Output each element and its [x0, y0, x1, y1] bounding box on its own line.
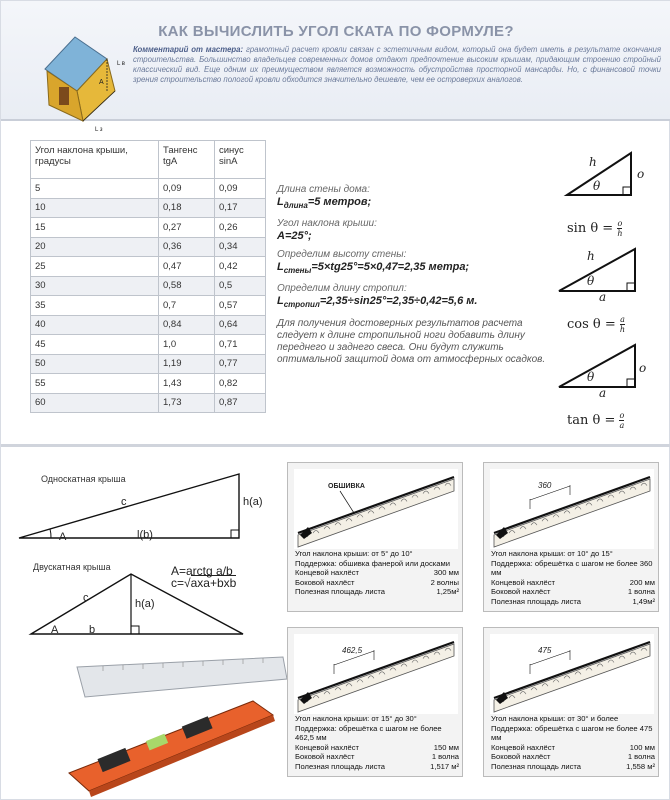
table-row: [31, 179, 266, 199]
table-cell-tan: 0,7: [159, 296, 215, 316]
spec-value: 100 мм: [629, 742, 655, 752]
formula-angle: A=arctg a/b: [171, 564, 233, 578]
table-cell-sin: 0,87: [215, 393, 266, 413]
single-ha-label: h(a): [243, 496, 263, 508]
table-row: [31, 296, 266, 316]
card-specs: [491, 549, 655, 607]
table-cell-tan: 1,0: [159, 335, 215, 355]
card-specs: [491, 714, 655, 772]
spec-value: 1 волна: [627, 752, 655, 762]
spec-key: Полезная площадь листа: [295, 587, 386, 597]
table-row: [31, 335, 266, 355]
table-cell-angle: 50: [31, 354, 159, 374]
spec-row: [491, 762, 655, 772]
tan-den: a: [619, 421, 625, 430]
trig-diagrams: [549, 149, 669, 439]
table-body: [31, 179, 266, 413]
card-spacing-dim: 475: [538, 646, 552, 655]
calc-f3-value: =5×tg25°=5×0,47=2,35 метра;: [311, 261, 470, 274]
house-door: [59, 87, 69, 105]
spec-key: Поддержка: обрешётка с шагом не более 475 мм: [491, 723, 653, 743]
spec-value: 200 мм: [629, 577, 655, 587]
roofing-card: [483, 627, 659, 777]
spec-key: Концевой нахлёст: [295, 568, 359, 578]
table-cell-sin: 0,57: [215, 296, 266, 316]
single-lb-label: l(b): [137, 529, 153, 541]
table-cell-angle: 55: [31, 374, 159, 394]
tri1-o: o: [637, 167, 645, 181]
tan-label: tan θ =: [567, 413, 616, 428]
col-header-angle: Угол наклона крыши, градусы: [31, 141, 159, 179]
spec-value: 1,558 м²: [626, 761, 655, 771]
tri3-theta: θ: [587, 370, 595, 384]
master-comment: [133, 45, 661, 85]
spec-row: [295, 762, 459, 772]
roof-section-drawing: [490, 634, 654, 714]
calc-f1: [277, 196, 557, 212]
calc-q4: Определим длину стропил:: [277, 283, 407, 295]
table-cell-angle: 60: [31, 393, 159, 413]
spec-row: [491, 724, 655, 743]
table-cell-sin: 0,64: [215, 315, 266, 335]
spec-key: Боковой нахлёст: [491, 587, 551, 597]
single-angle-arc: [50, 529, 51, 538]
spec-row: [491, 559, 655, 578]
spec-key: Угол наклона крыши: от 5° до 10°: [295, 549, 413, 558]
spec-key: Полезная площадь листа: [491, 761, 582, 771]
table-cell-angle: 35: [31, 296, 159, 316]
table-cell-sin: 0,17: [215, 198, 266, 218]
tri1-theta: θ: [593, 179, 601, 193]
calc-f3-sub: стены: [283, 266, 312, 276]
ruler-blade: [77, 657, 287, 697]
house-angle-label: A: [99, 79, 104, 86]
roofing-card: [287, 462, 463, 612]
sin-den: h: [617, 229, 623, 238]
spec-row: [295, 568, 459, 578]
table-row: [31, 198, 266, 218]
table-cell-angle: 5: [31, 179, 159, 199]
angle-table: [30, 140, 266, 413]
single-roof-title: Односкатная крыша: [41, 474, 126, 484]
section-divider: [1, 444, 670, 447]
spec-row: [295, 559, 459, 569]
spec-row: [491, 578, 655, 588]
house-illustration: [37, 29, 137, 134]
calc-note: Для получения достоверных результатов расчета следует к длине стропильной ноги добавить длину переднего и заднего свеса. Они будут служить оптимальной защитой дома от атмосферных осадков.: [277, 317, 546, 365]
table-row: [31, 257, 266, 277]
sin-label: sin θ =: [567, 221, 614, 236]
table-cell-angle: 45: [31, 335, 159, 355]
table-cell-tan: 0,58: [159, 276, 215, 296]
double-b-label: b: [89, 624, 96, 636]
spec-key: Концевой нахлёст: [491, 742, 555, 752]
calc-q2: Угол наклона крыши:: [277, 218, 377, 230]
spec-key: Боковой нахлёст: [491, 752, 551, 762]
spec-key: Концевой нахлёст: [491, 577, 555, 587]
tri2-a: a: [599, 290, 607, 304]
calc-f2: A=25°;: [277, 230, 312, 243]
spec-key: Полезная площадь листа: [491, 596, 582, 606]
cos-formula: [567, 315, 625, 334]
single-right-angle: [231, 530, 239, 538]
triangle-tan: [559, 345, 635, 387]
roofing-card: [483, 462, 659, 612]
table-cell-sin: 0,82: [215, 374, 266, 394]
calc-q1: Длина стены дома:: [277, 184, 370, 195]
table-row: [31, 315, 266, 335]
table-cell-angle: 15: [31, 218, 159, 238]
table-cell-angle: 10: [31, 198, 159, 218]
level-body: [69, 701, 273, 791]
roof-section-drawing: [294, 469, 458, 549]
spec-value: 300 мм: [433, 568, 459, 578]
calc-f4-sub: стропил: [283, 300, 320, 310]
spec-row: [491, 587, 655, 597]
spec-row: [491, 743, 655, 753]
card-specs: [295, 549, 459, 597]
calc-f4-value: =2,35÷sin25°=2,35÷0,42=5,6 м.: [319, 295, 478, 308]
house-width-label: L з: [95, 127, 103, 133]
table-cell-tan: 0,84: [159, 315, 215, 335]
spec-key: Поддержка: обшивка фанерой или досками: [295, 558, 450, 568]
tri2-h: h: [587, 249, 595, 263]
spec-row: [491, 597, 655, 607]
spec-value: 1,517 м²: [430, 761, 459, 771]
calc-f1-sub: длина: [283, 201, 308, 211]
spec-key: Боковой нахлёст: [295, 752, 355, 762]
col-header-sin: синус sinA: [215, 141, 266, 179]
spec-value: 1 волна: [431, 752, 459, 762]
table-cell-sin: 0,42: [215, 257, 266, 277]
spec-key: Угол наклона крыши: от 15° до 30°: [295, 714, 417, 723]
table-cell-sin: 0,71: [215, 335, 266, 355]
table-header-row: [31, 141, 266, 179]
table-cell-angle: 40: [31, 315, 159, 335]
comment-label: Комментарий от мастера:: [133, 45, 244, 54]
table-cell-sin: 0,5: [215, 276, 266, 296]
spec-row: [295, 587, 459, 597]
spec-row: [295, 752, 459, 762]
table-cell-tan: 0,18: [159, 198, 215, 218]
header-section: [1, 1, 670, 133]
table-row: [31, 374, 266, 394]
card-spacing-dim: 462,5: [342, 646, 363, 655]
double-A-label: A: [51, 624, 59, 636]
spec-value: 2 волны: [430, 577, 459, 587]
right-angle-mark-1: [623, 187, 631, 195]
table-cell-sin: 0,77: [215, 354, 266, 374]
calc-q3: Определим высоту стены:: [277, 249, 407, 261]
double-ha-label: h(a): [135, 598, 155, 610]
spec-key: Полезная площадь листа: [295, 761, 386, 771]
card-spacing-dim: 360: [538, 481, 552, 490]
comment-text: грамотный расчет кровли связан с эстетичным видом, который она будет иметь в результате окончания строительства. Большинство владельцев современных домов отдают предпочтение высоким крышам, придающим строению стройный классический вид. Еще одним их преимуществом является возможность обустройства просторной мансарды. Но, с финансовой точки зрения строительство пологой кровли обходится значительно дешевле, чем ее островерхих аналогов.: [133, 45, 661, 84]
calc-f4-symbol: L: [277, 295, 284, 308]
roof-section-drawing: [490, 469, 654, 549]
table-cell-tan: 0,36: [159, 237, 215, 257]
table-cell-angle: 25: [31, 257, 159, 277]
table-cell-angle: 20: [31, 237, 159, 257]
table-cell-angle: 30: [31, 276, 159, 296]
table-row: [31, 393, 266, 413]
table-cell-tan: 1,73: [159, 393, 215, 413]
table-cell-tan: 0,27: [159, 218, 215, 238]
table-cell-sin: 0,09: [215, 179, 266, 199]
calc-f1-symbol: L: [277, 196, 284, 208]
table-row: [31, 237, 266, 257]
spec-row: [295, 578, 459, 588]
single-A-label: A: [59, 531, 67, 543]
spec-value: 1,49м²: [632, 596, 655, 606]
spec-row: [295, 549, 459, 559]
single-c-label: c: [121, 496, 127, 508]
spec-value: 150 мм: [433, 742, 459, 752]
calc-f1-value: =5 метров;: [307, 196, 372, 208]
table-cell-tan: 0,09: [159, 179, 215, 199]
trig-triangles: [549, 149, 669, 439]
spec-value: 1,25м²: [436, 587, 459, 597]
card-label: ОБШИВКА: [328, 483, 365, 490]
tri3-a: a: [599, 386, 607, 400]
double-c-label: c: [83, 592, 89, 604]
sin-fraction: [617, 219, 622, 238]
calculation-example: [277, 181, 557, 366]
spec-key: Боковой нахлёст: [295, 577, 355, 587]
formula-hypotenuse: c=√axa+bxb: [171, 576, 237, 590]
spec-value: 1 волна: [627, 587, 655, 597]
table-cell-tan: 0,47: [159, 257, 215, 277]
calc-f3: [277, 261, 557, 277]
tan-fraction: [619, 411, 624, 430]
page-title: КАК ВЫЧИСЛИТЬ УГОЛ СКАТА ПО ФОРМУЛЕ?: [158, 23, 514, 40]
spec-row: [491, 714, 655, 724]
spec-row: [295, 714, 459, 724]
cos-num: a: [620, 315, 625, 324]
calc-f3-symbol: L: [277, 261, 284, 274]
tri3-o: o: [639, 361, 647, 375]
roof-diagrams: [11, 456, 281, 656]
sin-formula: [567, 219, 622, 238]
tan-num: o: [619, 411, 625, 420]
sin-num: o: [617, 219, 623, 228]
table-cell-tan: 1,19: [159, 354, 215, 374]
roofing-card: [287, 627, 463, 777]
spec-row: [491, 549, 655, 559]
table-row: [31, 276, 266, 296]
double-right-angle: [131, 626, 139, 634]
triangle-cos: [559, 249, 635, 291]
table-cell-tan: 1,43: [159, 374, 215, 394]
cos-label: cos θ =: [567, 317, 616, 332]
card-specs: [295, 714, 459, 772]
spec-key: Угол наклона крыши: от 30° и более: [491, 714, 619, 723]
table-row: [31, 354, 266, 374]
spec-key: Поддержка: обрешётка с шагом не более 462,5 мм: [295, 723, 442, 743]
tri1-h: h: [589, 155, 597, 169]
calc-f4: [277, 295, 557, 311]
table-row: [31, 218, 266, 238]
table-cell-sin: 0,34: [215, 237, 266, 257]
spec-key: Угол наклона крыши: от 10° до 15°: [491, 549, 613, 558]
table-cell-sin: 0,26: [215, 218, 266, 238]
formula-hyp-pre: c=: [171, 576, 185, 590]
cos-den: h: [619, 325, 626, 334]
spec-row: [491, 752, 655, 762]
formula-hyp-root: axa+bxb: [190, 576, 237, 590]
tri2-theta: θ: [587, 274, 595, 288]
spec-row: [295, 743, 459, 753]
right-angle-mark-2: [627, 283, 635, 291]
house-height-label: L в: [117, 61, 125, 67]
spec-row: [295, 724, 459, 743]
roof-section-drawing: [294, 634, 458, 714]
double-roof-title: Двускатная крыша: [33, 562, 111, 572]
cos-fraction: [620, 315, 625, 334]
spec-key: Концевой нахлёст: [295, 742, 359, 752]
tan-formula: [567, 411, 624, 430]
spec-key: Поддержка: обрешётка с шагом не более 360 мм: [491, 558, 653, 578]
col-header-tan: Тангенс tgA: [159, 141, 215, 179]
right-angle-mark-3: [627, 379, 635, 387]
spirit-level-photo: [63, 649, 293, 799]
